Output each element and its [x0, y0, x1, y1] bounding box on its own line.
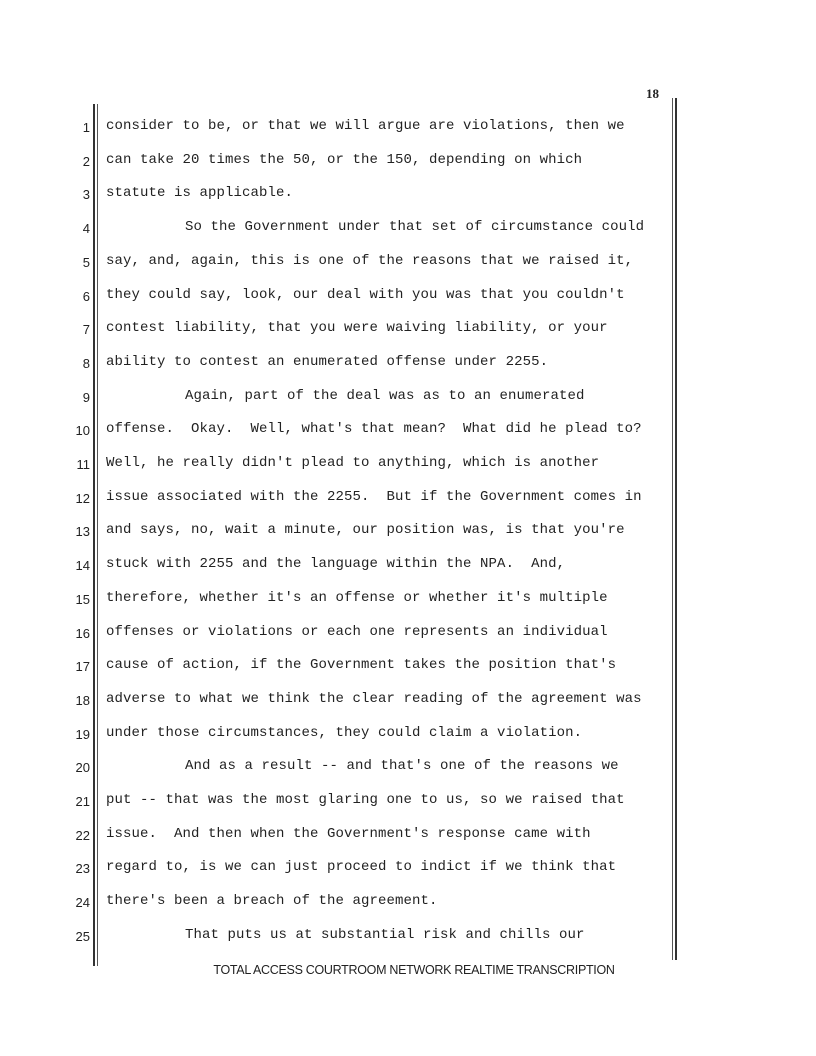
transcript-line	[0, 253, 816, 273]
line-text: issue associated with the 2255. But if the Government comes in	[106, 488, 642, 505]
line-text: So the Government under that set of circumstance could	[185, 219, 645, 236]
transcript-line	[0, 758, 816, 778]
line-text: adverse to what we think the clear reading of the agreement was	[106, 690, 642, 707]
line-text: say, and, again, this is one of the reasons that we raised it,	[106, 252, 634, 269]
transcript-line	[0, 893, 816, 913]
line-number: 10	[75, 423, 90, 439]
line-number: 4	[82, 221, 90, 237]
line-text: offense. Okay. Well, what's that mean? What did he plead to?	[106, 421, 642, 438]
line-text: And as a result -- and that's one of the reasons we	[185, 758, 619, 775]
line-text: stuck with 2255 and the language within the NPA. And,	[106, 556, 566, 573]
transcript-line	[0, 691, 816, 711]
transcript-line	[0, 185, 816, 205]
transcript-line	[0, 354, 816, 374]
line-number: 24	[75, 895, 90, 911]
transcript-line	[0, 320, 816, 340]
line-number: 9	[82, 389, 90, 405]
line-number: 12	[75, 490, 90, 506]
line-text: there's been a breach of the agreement.	[106, 893, 438, 910]
line-text: statute is applicable.	[106, 185, 294, 202]
line-text: Again, part of the deal was as to an enumerated	[185, 387, 585, 404]
transcript-line	[0, 725, 816, 745]
transcript-line	[0, 927, 816, 947]
transcript-line	[0, 287, 816, 307]
line-number: 8	[82, 355, 90, 371]
line-number: 22	[75, 827, 90, 843]
line-text: contest liability, that you were waiving liability, or your	[106, 320, 608, 337]
line-text: issue. And then when the Government's response came with	[106, 825, 591, 842]
line-number: 13	[75, 524, 90, 540]
line-text: That puts us at substantial risk and chills our	[185, 926, 585, 943]
footer-caption: TOTAL ACCESS COURTROOM NETWORK REALTIME TRANSCRIPTION	[213, 963, 615, 977]
line-text: Well, he really didn't plead to anything, which is another	[106, 455, 600, 471]
line-number: 16	[75, 625, 90, 641]
line-number: 1	[82, 120, 90, 135]
transcript-line	[0, 118, 816, 138]
transcript-line	[0, 455, 816, 475]
line-text: ability to contest an enumerated offense under 2255.	[106, 353, 549, 370]
line-number: 6	[82, 288, 90, 304]
line-number: 18	[75, 692, 90, 708]
line-text: put -- that was the most glaring one to us, so we raised that	[106, 792, 625, 808]
line-text: cause of action, if the Government takes the position that's	[106, 657, 617, 674]
line-text: consider to be, or that we will argue are violations, then we	[106, 118, 625, 134]
transcript-line	[0, 792, 816, 812]
line-number: 20	[75, 760, 90, 776]
transcript-line	[0, 556, 816, 576]
transcript-line	[0, 859, 816, 879]
transcript-line	[0, 826, 816, 846]
transcript-line	[0, 421, 816, 441]
line-number: 5	[82, 254, 90, 270]
transcript-line	[0, 489, 816, 509]
line-text: therefore, whether it's an offense or whether it's multiple	[106, 589, 608, 606]
line-text: regard to, is we can just proceed to indict if we think that	[106, 859, 617, 876]
line-text: and says, no, wait a minute, our position was, is that you're	[106, 522, 625, 539]
line-text: under those circumstances, they could claim a violation.	[106, 724, 583, 741]
line-text: can take 20 times the 50, or the 150, depending on which	[106, 151, 583, 168]
transcript-line	[0, 152, 816, 172]
transcript-line	[0, 590, 816, 610]
transcript-line	[0, 624, 816, 644]
line-number: 3	[82, 187, 90, 203]
line-number: 19	[75, 726, 90, 742]
transcript-line	[0, 388, 816, 408]
transcript-line	[0, 657, 816, 677]
line-number: 7	[82, 322, 90, 338]
line-number: 11	[76, 457, 90, 472]
line-number: 2	[82, 153, 90, 169]
line-number: 23	[75, 861, 90, 877]
line-text: they could say, look, our deal with you was that you couldn't	[106, 286, 625, 303]
transcript-line	[0, 522, 816, 542]
line-number: 25	[75, 928, 90, 944]
transcript-line	[0, 219, 816, 239]
line-number: 21	[75, 794, 90, 809]
line-number: 15	[75, 591, 90, 607]
line-number: 17	[75, 659, 90, 675]
line-number: 14	[75, 558, 90, 574]
page-number: 18	[646, 86, 659, 101]
line-text: offenses or violations or each one represents an individual	[106, 623, 608, 640]
